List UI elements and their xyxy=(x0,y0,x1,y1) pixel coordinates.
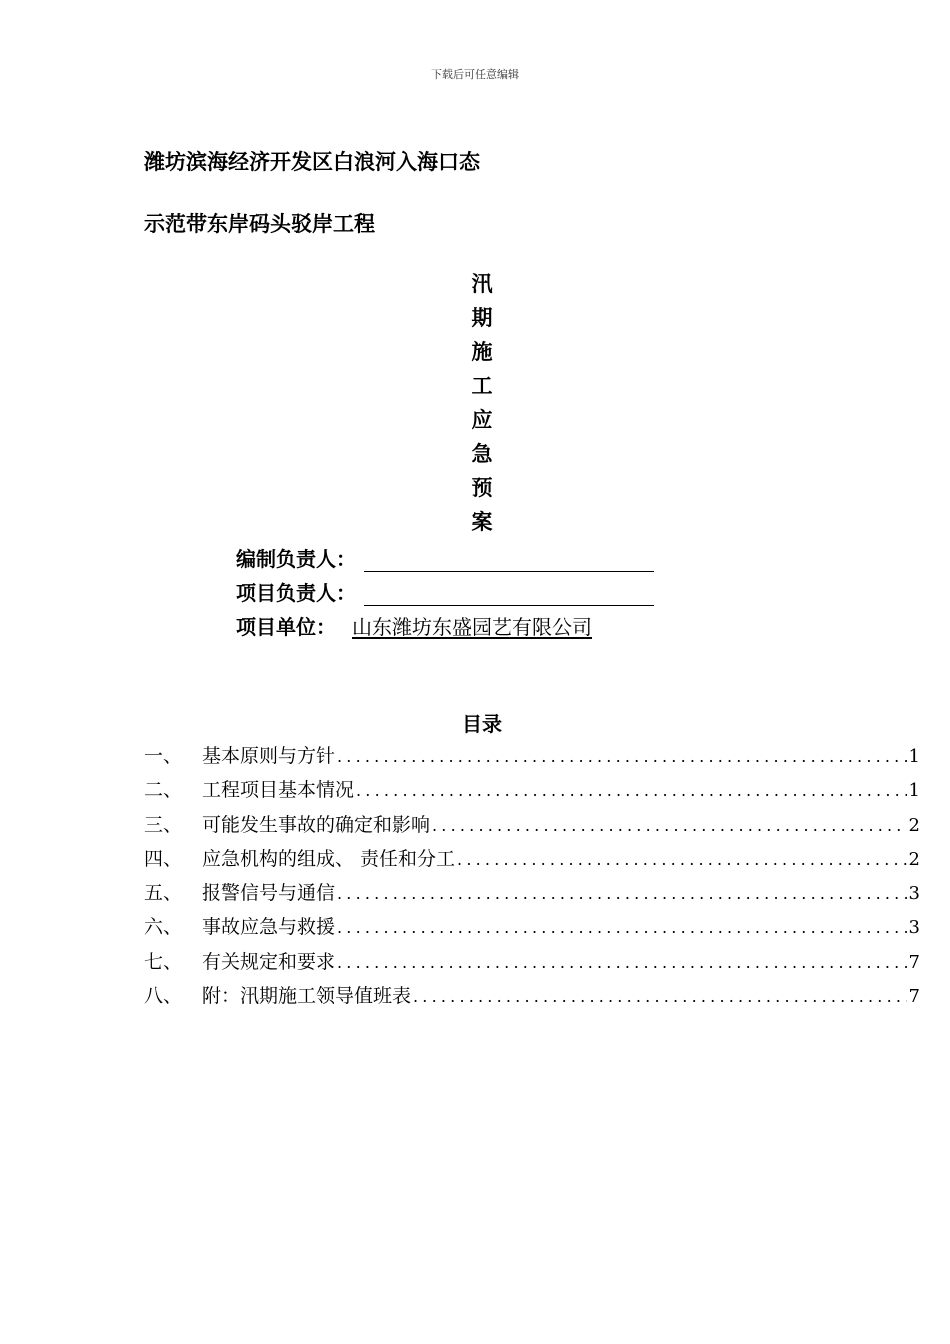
toc-entry[interactable] xyxy=(144,741,920,775)
toc-entry[interactable] xyxy=(144,810,920,844)
toc-page-number: 1 xyxy=(908,780,920,802)
toc-number: 二、 xyxy=(144,779,183,802)
toc-number: 八、 xyxy=(144,985,183,1008)
toc-text: 工程项目基本情况 xyxy=(202,779,355,802)
toc-leader-dots xyxy=(337,747,907,766)
header-note: 下载后可任意编辑 xyxy=(431,68,519,81)
toc-leader-dots xyxy=(356,781,907,800)
toc-leader-dots xyxy=(432,816,907,835)
manager-label: 项目负责人： xyxy=(236,581,356,605)
toc-page-number: 2 xyxy=(908,848,920,870)
manager-signature-row xyxy=(236,576,654,606)
manager-signature-line xyxy=(364,583,654,606)
vertical-title-char: 工 xyxy=(471,374,493,398)
toc-number: 三、 xyxy=(144,813,183,836)
toc-page-number: 7 xyxy=(908,951,920,973)
vertical-title-char: 期 xyxy=(471,306,493,330)
toc-page-number: 3 xyxy=(908,883,920,905)
vertical-title-char: 应 xyxy=(471,408,493,432)
toc-leader-dots xyxy=(457,850,907,869)
toc-text: 报警信号与通信 xyxy=(202,882,336,905)
toc-number: 一、 xyxy=(144,745,183,767)
toc-entry[interactable] xyxy=(144,775,920,809)
toc-entry[interactable] xyxy=(144,981,920,1015)
table-of-contents xyxy=(144,741,920,1015)
toc-page-number: 2 xyxy=(908,814,920,836)
unit-label: 项目单位： xyxy=(236,615,336,639)
toc-text: 应急机构的组成、 责任和分工 xyxy=(202,847,456,870)
unit-row xyxy=(236,610,592,640)
vertical-title-char: 施 xyxy=(471,340,493,364)
toc-leader-dots xyxy=(337,953,907,972)
toc-entry[interactable] xyxy=(144,878,920,912)
toc-leader-dots xyxy=(413,987,907,1006)
unit-value: 山东潍坊东盛园艺有限公司 xyxy=(352,615,592,639)
editor-signature-line xyxy=(364,549,654,572)
toc-page-number: 7 xyxy=(908,986,920,1008)
toc-text: 可能发生事故的确定和影响 xyxy=(202,813,431,836)
toc-entry[interactable] xyxy=(144,844,920,878)
editor-signature-row xyxy=(236,542,654,572)
toc-text: 附：汛期施工领导值班表 xyxy=(202,985,412,1008)
toc-entry[interactable] xyxy=(144,947,920,981)
vertical-title-char: 汛 xyxy=(471,272,493,296)
document-title-line-1: 潍坊滨海经济开发区白浪河入海口态 xyxy=(144,150,480,174)
vertical-title-char: 案 xyxy=(471,510,493,534)
document-title-line-2: 示范带东岸码头驳岸工程 xyxy=(144,212,375,236)
vertical-title xyxy=(468,268,496,540)
toc-leader-dots xyxy=(337,884,907,903)
editor-label: 编制负责人： xyxy=(236,547,356,571)
toc-text: 基本原则与方针 xyxy=(202,745,336,767)
toc-page-number: 3 xyxy=(908,917,920,939)
toc-number: 六、 xyxy=(144,916,183,939)
toc-page-number: 1 xyxy=(908,746,920,767)
toc-leader-dots xyxy=(337,918,907,937)
vertical-title-char: 预 xyxy=(471,476,493,500)
toc-title: 目录 xyxy=(462,712,502,736)
toc-entry[interactable] xyxy=(144,912,920,946)
toc-number: 七、 xyxy=(144,950,183,973)
vertical-title-char: 急 xyxy=(471,442,493,466)
toc-number: 四、 xyxy=(144,847,183,870)
toc-text: 事故应急与救援 xyxy=(202,916,336,939)
toc-number: 五、 xyxy=(144,882,183,905)
toc-text: 有关规定和要求 xyxy=(202,950,336,973)
